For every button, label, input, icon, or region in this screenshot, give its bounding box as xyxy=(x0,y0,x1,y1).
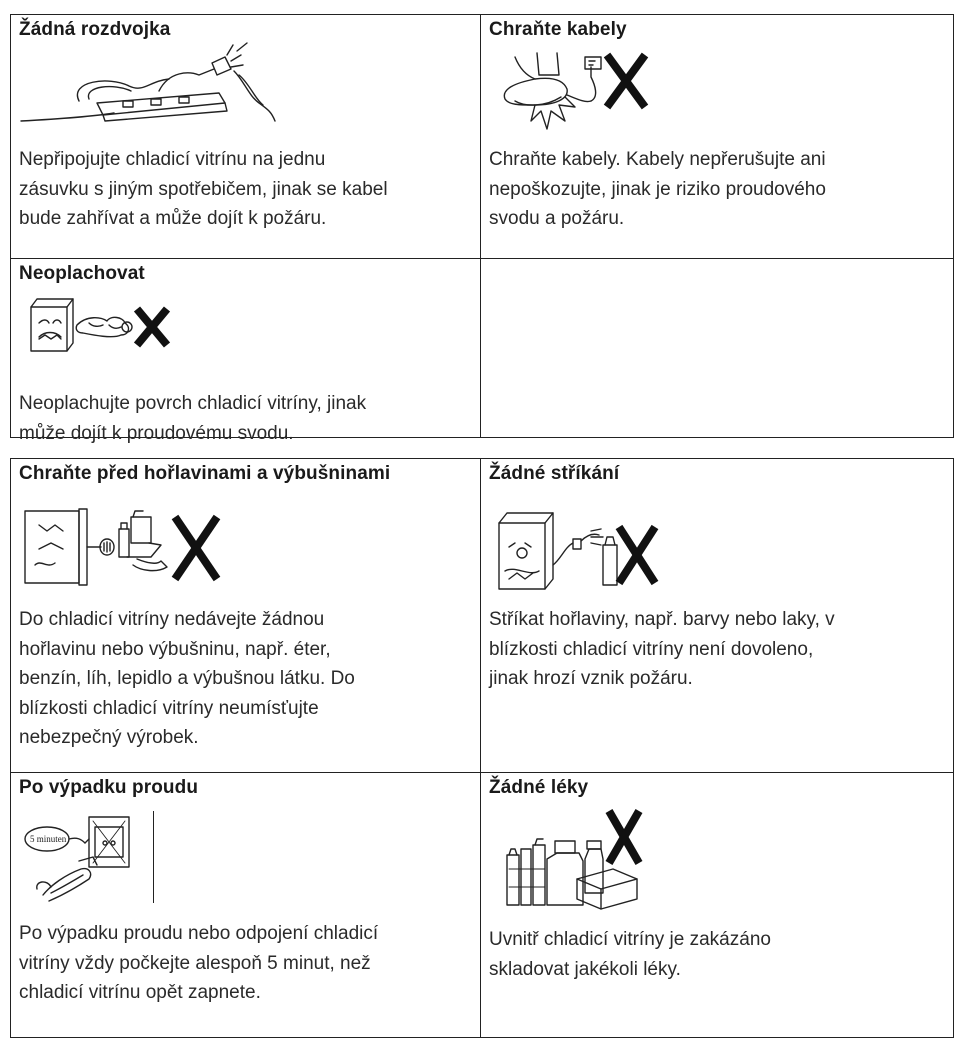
safety-table-2 xyxy=(10,458,954,1038)
body-line: svodu a požáru. xyxy=(489,208,625,229)
cell-after-power-outage xyxy=(11,773,480,1037)
cell-body xyxy=(489,925,944,984)
body-line: blízkosti chladicí vitríny není dovoleno, xyxy=(489,638,814,660)
body-line: může dojít k proudovému svodu. xyxy=(19,422,294,444)
body-line: vitríny vždy počkejte alespoň 5 minut, než xyxy=(19,952,371,974)
cell-empty xyxy=(481,259,953,437)
body-line: Nepřipojujte chladicí vitrínu na jednu xyxy=(19,149,326,170)
body-line: Uvnitř chladicí vitríny je zakázáno xyxy=(489,929,771,950)
body-line: Po výpadku proudu nebo odpojení chladicí xyxy=(19,923,379,944)
medicine-icon xyxy=(503,809,663,909)
no-rinse-icon xyxy=(27,293,187,359)
cell-protect-cables xyxy=(481,15,953,258)
bubble-text: 5 minuten xyxy=(30,834,67,844)
body-line: Stříkat hořlaviny, např. barvy nebo laky, v xyxy=(489,609,835,630)
body-line: bude zahřívat a může dojít k požáru. xyxy=(19,208,327,229)
power-strip-icon xyxy=(19,41,289,131)
flammables-icon xyxy=(21,503,231,593)
cell-title: Neoplachovat xyxy=(19,263,145,284)
body-line: jinak hrozí vznik požáru. xyxy=(489,668,693,689)
body-line: zásuvku s jiným spotřebičem, jinak se kabel xyxy=(19,178,388,200)
power-outage-icon xyxy=(23,809,153,903)
illustration-divider xyxy=(153,811,154,903)
safety-table-1 xyxy=(10,14,954,444)
cell-no-medicine xyxy=(481,773,953,1037)
cell-body xyxy=(19,389,474,448)
cell-title: Žádné léky xyxy=(489,777,589,798)
cell-protect-from-flammables xyxy=(11,459,480,772)
body-line: Do chladicí vitríny nedávejte žádnou xyxy=(19,609,325,630)
cell-title: Žádné stříkání xyxy=(489,463,620,484)
cell-title: Chraňte před hořlavinami a výbušninami xyxy=(19,463,391,484)
cell-body xyxy=(19,605,474,753)
cell-body xyxy=(19,145,474,234)
body-line: nebezpečný výrobek. xyxy=(19,727,199,748)
cell-no-rinse xyxy=(11,259,480,444)
cell-body xyxy=(19,919,474,1008)
body-line: nepoškozujte, jinak je riziko proudového xyxy=(489,178,826,200)
body-line: skladovat jakékoli léky. xyxy=(489,958,681,980)
body-line: blízkosti chladicí vitríny neumísťujte xyxy=(19,697,319,719)
body-line: Chraňte kabely. Kabely nepřerušujte ani xyxy=(489,149,826,170)
cell-title: Žádná rozdvojka xyxy=(19,19,171,40)
cell-no-spraying xyxy=(481,459,953,772)
cell-body xyxy=(489,605,944,694)
cell-no-power-strip xyxy=(11,15,480,258)
cell-body xyxy=(489,145,944,234)
spray-icon xyxy=(495,507,665,593)
body-line: hořlavinu nebo výbušninu, např. éter, xyxy=(19,638,331,660)
cell-title: Po výpadku proudu xyxy=(19,777,199,798)
body-line: benzín, líh, lepidlo a výbušnou látku. Do xyxy=(19,668,355,689)
cell-title: Chraňte kabely xyxy=(489,19,627,40)
body-line: Neoplachujte povrch chladicí vitríny, jinak xyxy=(19,393,367,414)
cable-damage-icon xyxy=(495,49,665,139)
body-line: chladicí vitrínu opět zapnete. xyxy=(19,982,261,1003)
